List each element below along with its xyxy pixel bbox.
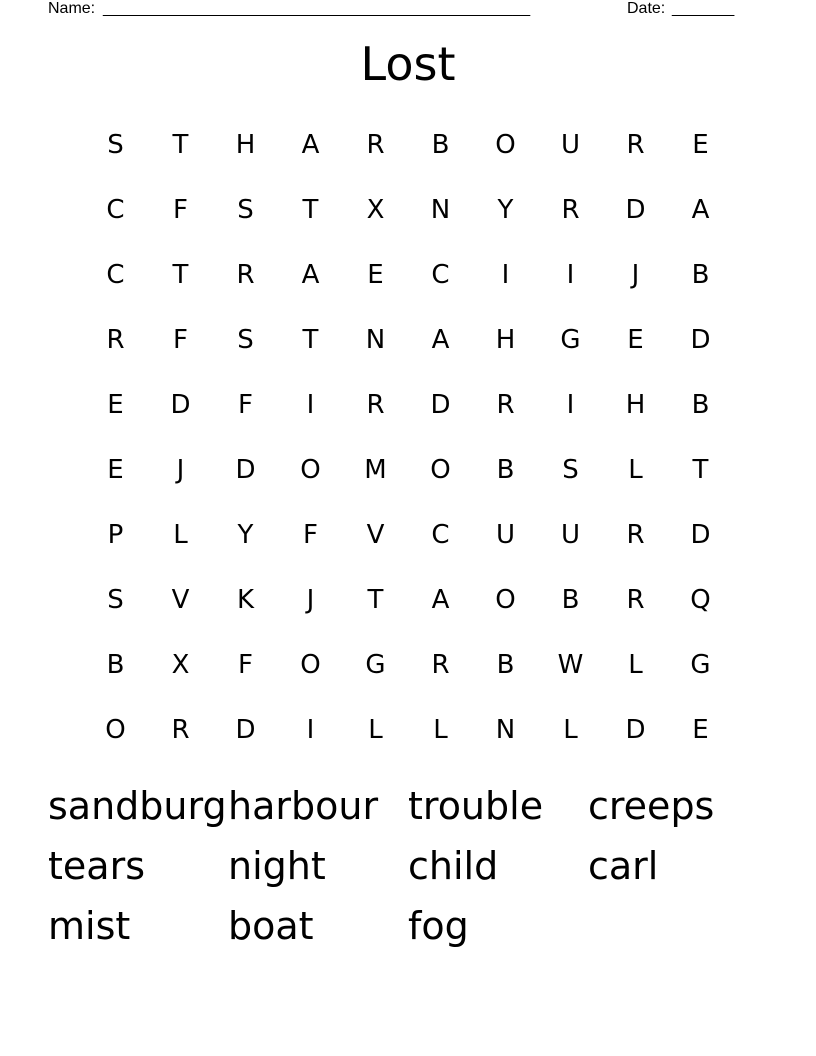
word-list-item: trouble xyxy=(408,784,544,828)
grid-letter: R xyxy=(626,129,645,160)
grid-letter: O xyxy=(430,454,451,485)
grid-letter: Y xyxy=(497,194,514,225)
grid-letter: I xyxy=(566,259,575,290)
grid-letter: B xyxy=(691,259,710,290)
grid-letter: F xyxy=(173,324,188,355)
grid-letter: A xyxy=(431,324,450,355)
grid-letter: R xyxy=(496,389,515,420)
grid-letter: A xyxy=(301,259,320,290)
grid-letter: F xyxy=(238,389,253,420)
grid-letter: I xyxy=(501,259,510,290)
grid-letter: D xyxy=(235,454,256,485)
grid-letter: D xyxy=(690,324,711,355)
grid-letter: C xyxy=(106,259,125,290)
grid-letter: O xyxy=(300,649,321,680)
grid-letter: U xyxy=(495,519,516,550)
grid-letter: B xyxy=(496,649,515,680)
grid-letter: R xyxy=(626,584,645,615)
grid-letter: F xyxy=(303,519,318,550)
grid-letter: N xyxy=(430,194,451,225)
grid-letter: D xyxy=(690,519,711,550)
grid-letter: G xyxy=(560,324,581,355)
grid-letter: O xyxy=(300,454,321,485)
word-list-item: fog xyxy=(408,904,469,948)
grid-letter: C xyxy=(431,519,450,550)
word-list-item: boat xyxy=(228,904,314,948)
grid-letter: C xyxy=(106,194,125,225)
grid-letter: X xyxy=(171,649,190,680)
word-list-item: carl xyxy=(588,844,659,888)
grid-letter: R xyxy=(236,259,255,290)
grid-letter: K xyxy=(236,584,255,615)
grid-letter: J xyxy=(306,584,315,615)
grid-letter: J xyxy=(176,454,185,485)
grid-letter: L xyxy=(433,714,448,745)
grid-letter: S xyxy=(562,454,579,485)
grid-letter: I xyxy=(306,714,315,745)
grid-letter: L xyxy=(368,714,383,745)
word-search-grid xyxy=(83,112,733,762)
grid-letter: O xyxy=(105,714,126,745)
grid-letter: E xyxy=(107,454,124,485)
date-blank-line: _______ xyxy=(672,0,735,17)
grid-letter: A xyxy=(431,584,450,615)
word-list-item: night xyxy=(228,844,326,888)
grid-letter: A xyxy=(691,194,710,225)
word-list-item: sandburg xyxy=(48,784,227,828)
grid-letter: L xyxy=(628,649,643,680)
grid-letter: Y xyxy=(237,519,254,550)
grid-letter: T xyxy=(172,129,189,160)
grid-letter: L xyxy=(628,454,643,485)
grid-letter: Q xyxy=(690,584,711,615)
grid-letter: E xyxy=(692,129,709,160)
name-label: Name: xyxy=(48,0,96,17)
grid-letter: N xyxy=(365,324,386,355)
word-list-item: harbour xyxy=(228,784,379,828)
grid-letter: R xyxy=(366,389,385,420)
grid-letter: B xyxy=(496,454,515,485)
header-line xyxy=(48,0,748,20)
grid-letter: D xyxy=(170,389,191,420)
grid-letter: W xyxy=(557,649,584,680)
grid-letter: H xyxy=(235,129,256,160)
grid-letter: U xyxy=(560,129,581,160)
word-list xyxy=(48,776,768,956)
grid-letter: X xyxy=(366,194,385,225)
grid-letter: F xyxy=(238,649,253,680)
name-blank-line: ________________________________________________ xyxy=(103,0,531,17)
grid-letter: L xyxy=(173,519,188,550)
grid-letter: D xyxy=(625,194,646,225)
grid-letter: F xyxy=(173,194,188,225)
grid-letter: J xyxy=(631,259,640,290)
grid-letter: L xyxy=(563,714,578,745)
grid-letter: E xyxy=(692,714,709,745)
grid-letter: E xyxy=(367,259,384,290)
grid-letter: G xyxy=(365,649,386,680)
grid-letter: R xyxy=(106,324,125,355)
grid-letter: R xyxy=(171,714,190,745)
word-list-item: tears xyxy=(48,844,145,888)
grid-letter: T xyxy=(692,454,709,485)
grid-letter: D xyxy=(430,389,451,420)
grid-letter: O xyxy=(495,584,516,615)
grid-letter: I xyxy=(306,389,315,420)
grid-letter: B xyxy=(431,129,450,160)
grid-letter: S xyxy=(107,584,124,615)
grid-letter: I xyxy=(566,389,575,420)
grid-letter: B xyxy=(106,649,125,680)
grid-letter: B xyxy=(691,389,710,420)
grid-letter: E xyxy=(627,324,644,355)
grid-letter: V xyxy=(366,519,385,550)
grid-letter: C xyxy=(431,259,450,290)
grid-letter: D xyxy=(235,714,256,745)
grid-letter: H xyxy=(625,389,646,420)
grid-letter: T xyxy=(172,259,189,290)
grid-letter: R xyxy=(626,519,645,550)
grid-letter: A xyxy=(301,129,320,160)
grid-letter: M xyxy=(364,454,387,485)
grid-letter: O xyxy=(495,129,516,160)
word-list-item: creeps xyxy=(588,784,715,828)
grid-letter: T xyxy=(367,584,384,615)
grid-letter: N xyxy=(495,714,516,745)
grid-letter: S xyxy=(237,194,254,225)
grid-letter: R xyxy=(561,194,580,225)
grid-letter: S xyxy=(237,324,254,355)
grid-letter: T xyxy=(302,324,319,355)
grid-letter: E xyxy=(107,389,124,420)
grid-letter: D xyxy=(625,714,646,745)
grid-letter: P xyxy=(107,519,124,550)
date-label: Date: xyxy=(627,0,666,17)
grid-letter: U xyxy=(560,519,581,550)
word-list-item: mist xyxy=(48,904,131,948)
grid-letter: G xyxy=(690,649,711,680)
grid-letter: R xyxy=(366,129,385,160)
grid-letter: T xyxy=(302,194,319,225)
grid-letter: R xyxy=(431,649,450,680)
page-title: Lost xyxy=(360,37,456,91)
grid-letter: V xyxy=(171,584,190,615)
grid-letter: B xyxy=(561,584,580,615)
grid-letter: H xyxy=(495,324,516,355)
word-list-item: child xyxy=(408,844,499,888)
grid-letter: S xyxy=(107,129,124,160)
